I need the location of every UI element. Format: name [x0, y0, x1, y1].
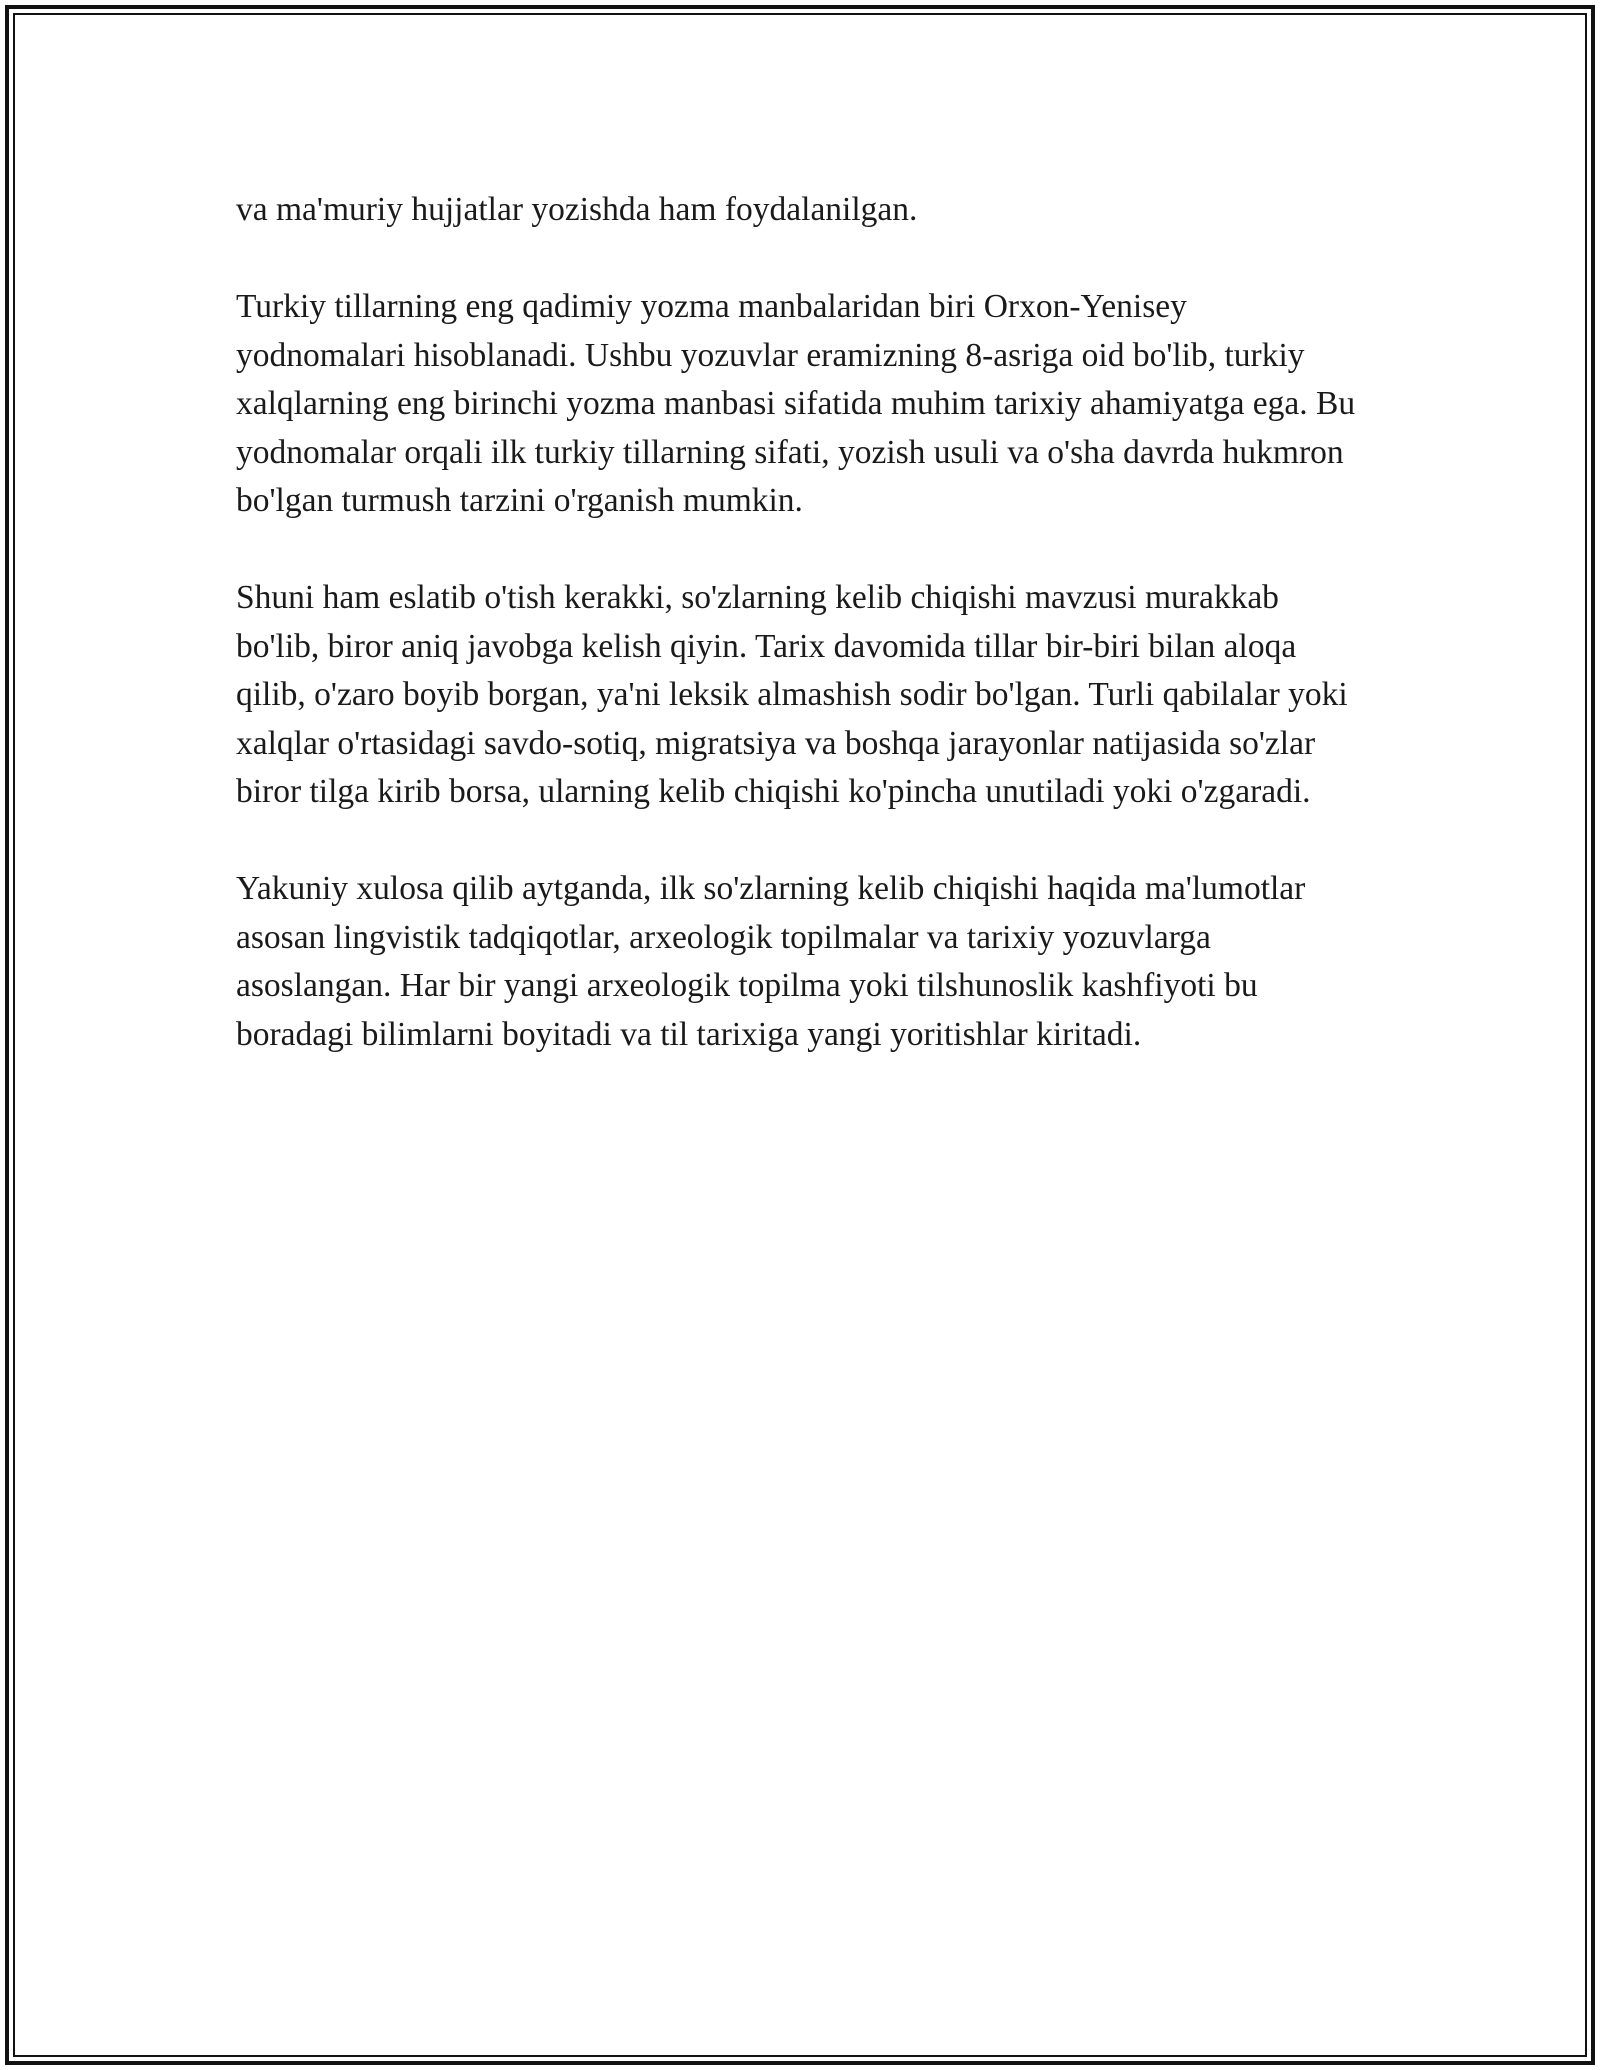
document-body: [236, 186, 1360, 1108]
paragraph-continuation: va ma'muriy hujjatlar yozishda ham foydalanilgan.: [236, 191, 918, 228]
paragraph-word-origins: Shuni ham eslatib o'tish kerakki, so'zlarning kelib chiqishi mavzusi murakkab bo'lib, biror aniq javobga kelish qiyin. Tarix davomida tillar bir-biri bilan aloqa qilib, o'zaro boyib borgan, ya'ni leksik almashish sodir bo'lgan. Turli qabilalar yoki xalqlar o'rtasidagi savdo-sotiq, migratsiya va boshqa jarayonlar natijasida so'zlar biror tilga kirib borsa, ularning kelib chiqishi ko'pincha unutiladi yoki o'zgaradi.: [236, 579, 1348, 810]
paragraph-conclusion: Yakuniy xulosa qilib aytganda, ilk so'zlarning kelib chiqishi haqida ma'lumotlar asosan lingvistik tadqiqotlar, arxeologik topilmalar va tarixiy yozuvlarga asoslangan. Har bir yangi arxeologik topilma yoki tilshunoslik kashfiyoti bu boradagi bilimlarni boyitadi va til tarixiga yangi yoritishlar kiritadi.: [236, 870, 1306, 1053]
paragraph-orkhon-yenisei: Turkiy tillarning eng qadimiy yozma manbalaridan biri Orxon-Yenisey yodnomalari hisoblanadi. Ushbu yozuvlar eramizning 8-asriga oid bo'lib, turkiy xalqlarning eng birinchi yozma manbasi sifatida muhim tarixiy ahamiyatga ega. Bu yodnomalar orqali ilk turkiy tillarning sifati, yozish usuli va o'sha davrda hukmron bo'lgan turmush tarzini o'rganish mumkin.: [236, 288, 1356, 519]
